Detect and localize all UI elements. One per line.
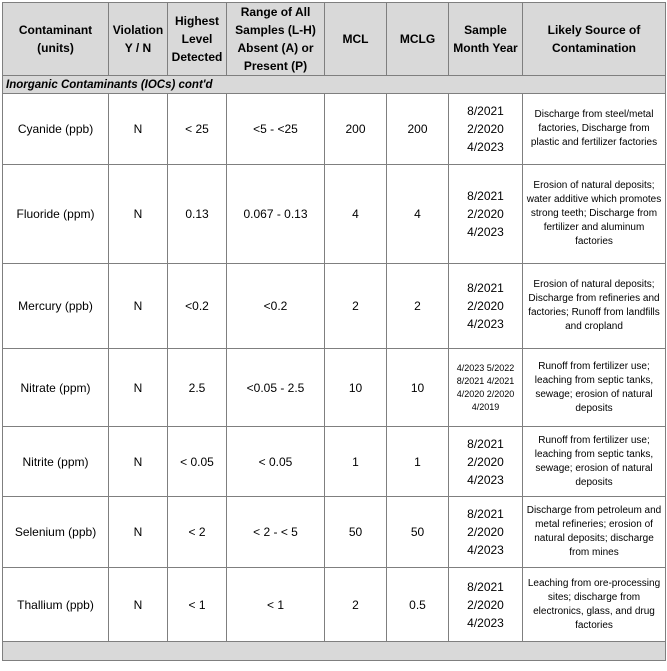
- range-cell: < 0.05: [227, 427, 325, 497]
- mcl-cell: 1: [325, 427, 387, 497]
- sample-date-cell: 8/2021 2/2020 4/2023: [449, 264, 523, 349]
- violation-cell: N: [109, 264, 168, 349]
- contaminant-name: Selenium (ppb): [3, 497, 109, 568]
- sample-date-cell: 8/2021 2/2020 4/2023: [449, 568, 523, 642]
- footer-row: [3, 642, 666, 661]
- range-cell: <0.05 - 2.5: [227, 349, 325, 427]
- mclg-cell: 10: [387, 349, 449, 427]
- contaminants-table: [2, 2, 666, 661]
- mclg-cell: 200: [387, 94, 449, 165]
- source-cell: Erosion of natural deposits; water additive which promotes strong teeth; Discharge from fertilizer and aluminum factories: [523, 165, 666, 264]
- violation-cell: N: [109, 427, 168, 497]
- table-row: [3, 165, 666, 264]
- contaminant-name: Cyanide (ppb): [3, 94, 109, 165]
- violation-cell: N: [109, 568, 168, 642]
- header-sample-date: Sample Month Year: [449, 3, 523, 76]
- source-cell: Discharge from petroleum and metal refineries; erosion of natural deposits; discharge from mines: [523, 497, 666, 568]
- header-highest-level: Highest Level Detected: [168, 3, 227, 76]
- table-row: [3, 94, 666, 165]
- header-range: Range of All Samples (L-H) Absent (A) or Present (P): [227, 3, 325, 76]
- contaminant-name: Thallium (ppb): [3, 568, 109, 642]
- section-title: Inorganic Contaminants (IOCs) cont'd: [3, 76, 666, 94]
- sample-date-cell: 8/2021 2/2020 4/2023: [449, 497, 523, 568]
- violation-cell: N: [109, 497, 168, 568]
- contaminant-name: Nitrate (ppm): [3, 349, 109, 427]
- mclg-cell: 1: [387, 427, 449, 497]
- range-cell: <0.2: [227, 264, 325, 349]
- source-cell: Erosion of natural deposits; Discharge from refineries and factories; Runoff from landfills and cropland: [523, 264, 666, 349]
- source-cell: Leaching from ore-processing sites; discharge from electronics, glass, and drug factories: [523, 568, 666, 642]
- mcl-cell: 50: [325, 497, 387, 568]
- sample-date-cell: 8/2021 2/2020 4/2023: [449, 94, 523, 165]
- mclg-cell: 2: [387, 264, 449, 349]
- source-cell: Runoff from fertilizer use; leaching from septic tanks, sewage; erosion of natural deposits: [523, 349, 666, 427]
- highest-level-cell: 0.13: [168, 165, 227, 264]
- range-cell: < 2 - < 5: [227, 497, 325, 568]
- table-row: [3, 497, 666, 568]
- header-source: Likely Source of Contamination: [523, 3, 666, 76]
- source-cell: Discharge from steel/metal factories, Discharge from plastic and fertilizer factories: [523, 94, 666, 165]
- table-row: [3, 427, 666, 497]
- header-violation: Violation Y / N: [109, 3, 168, 76]
- violation-cell: N: [109, 349, 168, 427]
- contaminant-name: Fluoride (ppm): [3, 165, 109, 264]
- sample-date-cell: 8/2021 2/2020 4/2023: [449, 427, 523, 497]
- contaminant-name: Nitrite (ppm): [3, 427, 109, 497]
- range-cell: < 1: [227, 568, 325, 642]
- mcl-cell: 200: [325, 94, 387, 165]
- highest-level-cell: < 0.05: [168, 427, 227, 497]
- mcl-cell: 2: [325, 568, 387, 642]
- footer-bar: [3, 642, 666, 661]
- section-row: [3, 76, 666, 94]
- sample-date-cell: 4/2023 5/2022 8/2021 4/2021 4/2020 2/2020 4/2019: [449, 349, 523, 427]
- highest-level-cell: 2.5: [168, 349, 227, 427]
- range-cell: 0.067 - 0.13: [227, 165, 325, 264]
- source-cell: Runoff from fertilizer use; leaching from septic tanks, sewage; erosion of natural deposits: [523, 427, 666, 497]
- violation-cell: N: [109, 165, 168, 264]
- mclg-cell: 0.5: [387, 568, 449, 642]
- table-row: [3, 568, 666, 642]
- mclg-cell: 4: [387, 165, 449, 264]
- violation-cell: N: [109, 94, 168, 165]
- mcl-cell: 4: [325, 165, 387, 264]
- header-contaminant: Contaminant (units): [3, 3, 109, 76]
- contaminant-name: Mercury (ppb): [3, 264, 109, 349]
- highest-level-cell: < 2: [168, 497, 227, 568]
- header-row: [3, 3, 666, 76]
- header-mcl: MCL: [325, 3, 387, 76]
- table-row: [3, 264, 666, 349]
- header-mclg: MCLG: [387, 3, 449, 76]
- table-row: [3, 349, 666, 427]
- highest-level-cell: < 1: [168, 568, 227, 642]
- mcl-cell: 2: [325, 264, 387, 349]
- highest-level-cell: < 25: [168, 94, 227, 165]
- range-cell: <5 - <25: [227, 94, 325, 165]
- highest-level-cell: <0.2: [168, 264, 227, 349]
- mcl-cell: 10: [325, 349, 387, 427]
- sample-date-cell: 8/2021 2/2020 4/2023: [449, 165, 523, 264]
- mclg-cell: 50: [387, 497, 449, 568]
